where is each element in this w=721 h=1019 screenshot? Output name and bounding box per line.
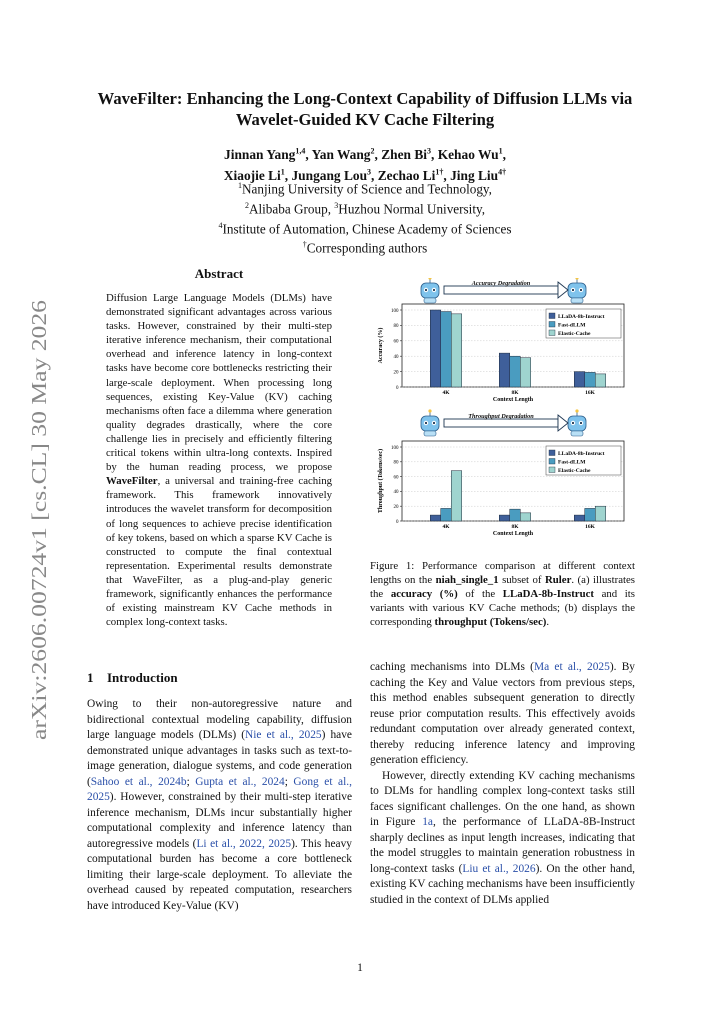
legend-swatch (549, 467, 555, 473)
bar-elastic-cache-16k (595, 374, 606, 387)
author-affil-sup: 1† (435, 167, 444, 177)
robot-antenna-tip (428, 278, 431, 280)
x-tick-label: 4K (442, 524, 450, 530)
affil-sup: 2 (244, 200, 249, 210)
title-line-1: WaveFilter: Enhancing the Long-Context Capability of Diffusion LLMs via (97, 89, 633, 108)
body-text: , the performance of LLaDA-8B-Instruct sharply declines as input length increases, indicating that the model struggles to maintain generation robustness in long-context tasks ( (370, 816, 636, 875)
affil-sup: 4 (218, 220, 223, 230)
author-affil-sup: 2 (370, 147, 375, 156)
robot-pupil (572, 289, 574, 291)
bar-llada-8b-instruct-4k (430, 310, 441, 387)
bar-elastic-cache-8k (520, 358, 531, 387)
robot-pupil (580, 289, 582, 291)
author-name: Zhen Bi (381, 147, 427, 163)
affil-text: Corresponding authors (306, 240, 428, 256)
banner-arrow-head (558, 282, 568, 298)
x-tick-label: 8K (511, 390, 519, 396)
affil-text: Alibaba Group, (248, 201, 335, 217)
citation-link[interactable]: Sahoo et al., 2024b (90, 775, 187, 788)
y-tick-label: 80 (393, 324, 399, 330)
citation-link[interactable]: Nie et al., 2025 (245, 729, 322, 741)
section-title: Introduction (107, 670, 178, 685)
section-heading (87, 670, 352, 686)
intro-text: ). This heavy computational burden has become a core bottleneck limiting their large-scale deployment. To alleviate the overhead caused by repeated computation, researchers have introduced Key-Value (KV) (87, 837, 352, 912)
citation-link[interactable]: Liu et al., 2026 (462, 862, 536, 875)
citation-link[interactable]: Gupta et al., 2024 (195, 775, 285, 788)
abstract-text: , a universal and training-free caching framework. This framework innovatively introduces the wavelet transform for decomposition of long sequences to achieve precise identification of key tokens, based on which a sparse KV Cache is constructed to compute the final contextual representation. Experimental results demonstrate that WaveFilter, as a plug-and-play generic framework, significantly enhances the performance of existing mainstream KV Cache methods in complex long-context tasks. (106, 475, 332, 629)
affil-sup: 1 (238, 181, 243, 190)
section-number: 1 (87, 670, 94, 685)
affiliations (100, 178, 630, 257)
abstract-body (106, 291, 332, 629)
legend-entry: Elastic-Cache (558, 331, 591, 337)
figure-ref-link[interactable]: 1a (422, 816, 433, 828)
author-name: Jungang Lou (291, 167, 368, 183)
caption-bold: throughput (Tokens/sec) (434, 616, 547, 629)
author-name: Jinnan Yang (224, 147, 296, 163)
chart-panel-2 (377, 409, 624, 537)
legend-swatch (549, 450, 555, 456)
corresponding-note (100, 237, 630, 257)
author-affil-sup: 1,4 (295, 147, 306, 156)
robot-antenna-tip (428, 409, 431, 412)
robot-body (571, 298, 583, 303)
banner-arrow-body (444, 419, 558, 427)
bar-llada-8b-instruct-16k (574, 515, 585, 521)
robot-pupil (580, 422, 582, 424)
author-name: Xiaojie Li (223, 167, 281, 183)
y-tick-label: 0 (396, 385, 399, 391)
right-paragraph-1 (370, 660, 635, 769)
caption-bold: niah_single_1 (435, 574, 499, 587)
robot-pupil (425, 289, 427, 291)
bar-llada-8b-instruct-16k (574, 372, 585, 387)
robot-body (424, 431, 436, 436)
robot-antenna-tip (575, 409, 578, 412)
y-tick-label: 60 (393, 475, 399, 481)
bar-fast-dllm-8k (510, 509, 521, 521)
y-tick-label: 80 (393, 460, 399, 466)
bar-elastic-cache-4k (451, 471, 462, 521)
author-name: Yan Wang (311, 147, 371, 163)
author-name: Kehao Wu (437, 147, 499, 163)
paper-title (70, 88, 660, 130)
caption-text: Figure 1: Performance comparison at different context lengths on the (370, 560, 635, 587)
abstract-heading: Abstract (194, 266, 244, 281)
y-tick-label: 60 (393, 339, 399, 345)
figure-1-charts (370, 278, 635, 540)
bar-elastic-cache-8k (520, 513, 531, 521)
affiliation-2 (100, 198, 630, 218)
legend-swatch (549, 322, 555, 328)
arxiv-stamp (8, 300, 60, 740)
body-text: However, directly extending KV caching mechanisms to DLMs for handling complex long-context tasks still faces significant challenges. On the one hand, as shown in Figure (370, 769, 635, 828)
y-tick-label: 20 (393, 370, 399, 376)
caption-bold: LLaDA-8b-Instruct (502, 588, 594, 601)
author-affil-sup: 1 (280, 167, 285, 177)
banner-label: Accuracy Degradation (471, 280, 531, 287)
title-line-2: Wavelet-Guided KV Cache Filtering (235, 110, 495, 129)
robot-head (568, 283, 586, 298)
caption-text: . (a) illustrates the (370, 574, 635, 601)
body-text: caching mechanisms into DLMs ( (370, 661, 534, 673)
bar-fast-dllm-4k (441, 508, 452, 521)
affiliation-1 (100, 178, 630, 198)
right-column-text (370, 660, 635, 908)
robot-head (568, 416, 586, 431)
arxiv-stamp-text: arXiv:2606.00724v1 [cs.CL] 30 May 2026 (27, 379, 51, 740)
chart-panel-1 (377, 278, 624, 403)
body-text: ). By caching the Key and Value vectors from previous steps, this method enables subsequent generation to directly reuse prior computation results. This effectively avoids redundant computation over already generated context, thereby reducing inference latency and improving generation efficiency. (370, 661, 635, 766)
x-tick-label: 16K (585, 390, 595, 396)
legend-entry: Fast-dLLM (558, 459, 586, 466)
legend-entry: LLaDA-8b-Instruct (558, 314, 605, 320)
y-axis-label: Throughput (Tokens/sec) (378, 448, 384, 514)
robot-pupil (433, 422, 435, 424)
y-tick-label: 100 (391, 308, 399, 314)
citation-link[interactable]: Ma et al., 2025 (533, 661, 610, 673)
bar-fast-dllm-8k (510, 356, 521, 387)
body-text: ). On the other hand, existing KV caching mechanisms have been insufficiently studied in the context of DLMs applied (370, 862, 635, 906)
caption-text: of the (457, 588, 503, 601)
y-tick-label: 0 (396, 519, 399, 525)
caption-bold: accuracy (%) (390, 588, 458, 601)
banner-label: Throughput Degradation (468, 413, 534, 420)
page-number: 1 (357, 962, 363, 974)
author-names-2: Xiaojie Li$^1$, Jungang Lou$^3$, Zechao $Li^{1\dagger}$, Jing Liu$^{4\dagger}$ (223, 167, 507, 183)
bar-fast-dllm-4k (441, 312, 452, 387)
y-tick-label: 100 (391, 445, 399, 451)
x-axis-label: Context Length (492, 531, 534, 537)
affiliation-4 (100, 218, 630, 238)
affil-sup: † (302, 240, 307, 250)
x-tick-label: 4K (442, 390, 450, 396)
legend-entry: Fast-dLLM (558, 322, 586, 329)
abstract-text: Diffusion Large Language Models (DLMs) have demonstrated significant advantages across various tasks. However, constrained by their multi-step iterative inference mechanism, their computational overhead and inference latency in long-context tasks have become core bottlenecks restricting their large-scale deployment. When processing long sequences, existing Key-Value (KV) caching mechanisms often face a dilemma where generation quality degrades drastically, where the core challenge lies in precisely and efficiently filtering critical tokens within ultra-long contexts. Inspired by the human reading process, we propose (106, 292, 332, 474)
bar-fast-dllm-16k (585, 508, 596, 521)
robot-pupil (425, 422, 427, 424)
caption-text: . (546, 616, 550, 629)
bar-fast-dllm-16k (585, 372, 596, 387)
citation-link[interactable]: Gong et al., 2025 (87, 775, 352, 803)
x-tick-label: 8K (511, 524, 519, 530)
legend-swatch (549, 330, 555, 336)
intro-text: ; (284, 775, 294, 788)
banner-arrow-head (558, 415, 568, 431)
bar-llada-8b-instruct-4k (430, 515, 441, 521)
caption-text: subset of (498, 574, 545, 587)
citation-link[interactable]: Li et al., 2022, 2025 (196, 837, 292, 850)
intro-paragraph (87, 697, 352, 914)
robot-pupil (433, 289, 435, 291)
x-tick-label: 16K (585, 524, 595, 530)
intro-text: ; (186, 775, 196, 788)
y-axis-label: Accuracy (%) (378, 327, 384, 364)
affil-text: Institute of Automation, Chinese Academy of Sciences (222, 220, 512, 236)
legend-swatch (549, 313, 555, 319)
legend-swatch (549, 459, 555, 465)
author-affil-sup: 3 (367, 167, 372, 177)
figure-1 (370, 278, 635, 540)
y-tick-label: 40 (393, 355, 399, 360)
author-affil-sup: 3 (426, 147, 431, 156)
figure-caption (370, 559, 635, 629)
authors-line-1 (100, 143, 630, 163)
right-paragraph-2 (370, 769, 635, 909)
caption-bold: Ruler (545, 574, 572, 587)
affil-text: Nanjing University of Science and Technology, (242, 181, 492, 197)
caption-text: and its variants with various KV Cache methods; (b) displays the corresponding (370, 588, 635, 629)
robot-head (421, 283, 439, 298)
robot-head (421, 416, 439, 431)
y-tick-label: 40 (393, 490, 399, 496)
bar-llada-8b-instruct-8k (499, 515, 510, 521)
y-tick-label: 20 (393, 505, 399, 510)
author-name: Zechao Li (377, 167, 436, 183)
author-names-1: Jinnan Yang$^{1,4}$, Yan Wang$^2$, Zhen Bi$^3$, Kehao Wu$^1$, (224, 147, 506, 163)
bar-elastic-cache-4k (451, 314, 462, 387)
robot-pupil (572, 422, 574, 424)
affil-text: Huzhou Normal University, (338, 201, 486, 217)
x-axis-label: Context Length (492, 397, 534, 403)
author-affil-sup: 4† (498, 167, 507, 177)
bar-elastic-cache-16k (595, 506, 606, 521)
intro-text: ). However, constrained by their multi-step iterative inference mechanism, DLMs incur substantially higher computational complexity and inference latency than autoregressive models ( (87, 791, 352, 850)
affil-sup: 3 (334, 200, 339, 210)
intro-text: ) have demonstrated unique advantages in tasks such as text-to-image generation, dialogue systems, and code generation ( (87, 729, 352, 788)
robot-body (424, 298, 436, 303)
bar-llada-8b-instruct-8k (499, 353, 510, 387)
author-name: Jing Liu (450, 167, 499, 183)
intro-text: Owing to their non-autoregressive nature and bidirectional contextual modeling capability, diffusion large language models (DLMs) ( (87, 698, 352, 741)
legend-entry: LLaDA-8b-Instruct (558, 451, 605, 457)
banner-arrow-body (444, 286, 558, 294)
abstract-bold-term: WaveFilter (106, 475, 158, 488)
robot-body (571, 431, 583, 436)
legend-entry: Elastic-Cache (558, 468, 591, 474)
robot-antenna-tip (575, 278, 578, 280)
author-affil-sup: 1 (498, 147, 503, 156)
